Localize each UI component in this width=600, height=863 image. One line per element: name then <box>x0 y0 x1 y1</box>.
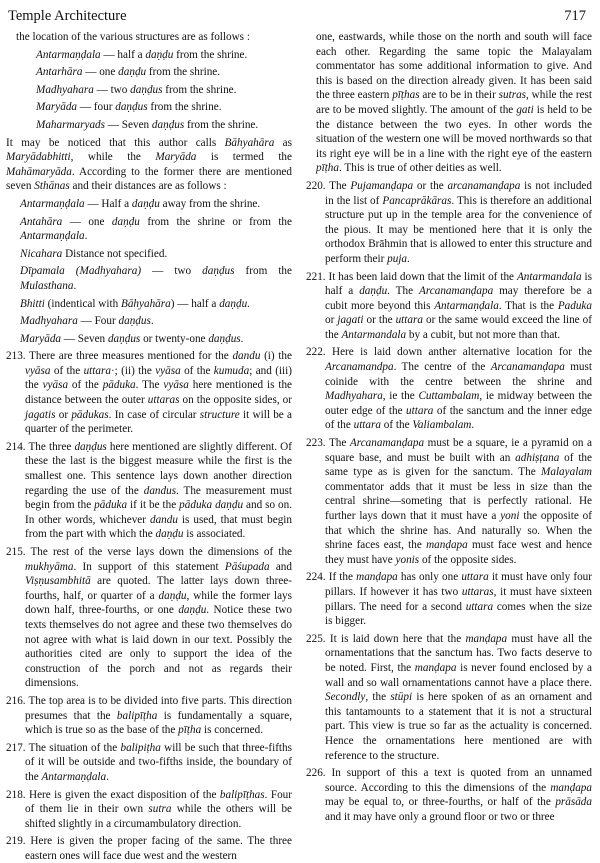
left-column-paragraph: 213. There are three measures mentioned for the dandu (i) the vyāsa of the uttara·; (ii) the vyāsa of the kumuda; and (iii) the vyāsa of the pāduka. The vyāsa here mentioned is the distance between the outer uttaras on the opposite sides, or jagatis or pādukas. In case of circular structure it will be a quarter of the perimeter. <box>6 350 293 436</box>
left-column-paragraph: 217. The situation of the balipiṭha will be such that three-fifths of it will be outside and two-fifths inside, the boundary of the Antarmaṇḍala. <box>6 741 292 783</box>
right-column <box>306 30 593 823</box>
left-column-paragraph: Bhitti (indentical with Bāhyahāra) — half a daṇḍu. <box>20 297 250 310</box>
right-column-paragraph: 225. It is laid down here that the manḍapa must have all the ornamentations that the sanctum has. Two facts deserve to be noted. First, the manḍapa is never found enclosed by a wall and so wall ornamentations cannot have a place there. Secondly, the stūpi is here spoken of as an ornament and this tantamounts to a statement that it is not a structural part. This view is true so far as the actuality is concerned. Hence the ornamentations here mentioned are with reference to the structure. <box>306 632 592 762</box>
left-column-paragraph: Antahāra — one daṇḍu from the shrine or from the Antarmaṇḍala. <box>20 215 292 243</box>
left-column-paragraph: 218. Here is given the exact disposition of the balipīṭhas. Four of them lie in their own sutra while the others will be shifted slightly in a circumambulatory direction. <box>6 788 293 830</box>
left-column-paragraph: Maryāda — four daṇḍus from the shrine. <box>36 101 222 114</box>
page-number: 717 <box>564 8 586 24</box>
right-column-paragraph: 226. In support of this a text is quoted from an unnamed source. According to this the dimensions of the manḍapa may be equal to, or three-fourths, or half of the prāsāda and it may have only a ground floor or two or three <box>306 767 592 823</box>
running-title: Temple Architecture <box>8 8 127 24</box>
left-column-paragraph: Antarmaṇḍala — Half a daṇḍu away from the shrine. <box>20 197 261 210</box>
right-column-paragraph: 221. It has been laid down that the limit of the Antarmandala is half a daṇḍu. The Arcanamanḍapa may therefore be a cubit more beyond this Antarmaṇḍala. That is the Paduka or jagati or the uttara or the same would exceed the line of the Antarmandala by a cubit, but not more than that. <box>306 270 592 341</box>
running-header <box>6 6 592 28</box>
left-column-paragraph: 216. The top area is to be divided into five parts. This direction presumes that the balipīṭha is fundamentally a square, which is true so as the base of the pīṭha is concerned. <box>6 694 292 737</box>
left-column-paragraph: Madhyahara — Four daṇḍus. <box>20 315 154 328</box>
left-column-paragraph: Antarmaṇḍala — half a daṇḍu from the shrine. <box>36 48 248 61</box>
right-column-paragraph: 223. The Arcanamanḍapa must be a square, ie a pyramid on a square base, and must be built with an adhiṣṭana of the same type as is given for the sanctum. The Malayalam commentator adds that it must be less in size than the central shrine—someting that is perfectly rational. He further lays down that it must have a yoni the opposite of that which the shrine has. And naturally so. When the shrine faces east, the manḍapa must face west and hence they must have yonis of the opposite sides. <box>306 437 593 566</box>
left-column-paragraph: Antarhāra — one daṇḍu from the shrine. <box>36 66 221 79</box>
right-column-paragraph: one, eastwards, while those on the north and south will face each other. Regarding the same topic the Malayalam commentator has some additional information to give. And this is based on the direction already given. It has been said the three eastern pīṭhas are to be in their sutras, while the rest are to be moved slightly. The amount of the gati is held to be the distance between the two eyes. In other words the situation of the western one will be moved northwards so that its right eye will be in a line with the right eye of the eastern pīṭha. This is true of other deities as well. <box>316 31 592 175</box>
left-column-paragraph: Maryāda — Seven daṇḍus or twenty-one daṇḍus. <box>20 332 244 345</box>
right-column-paragraph: 220. The Pujamanḍapa or the arcanamanḍapa is not included in the list of Pancaprākāras. This is therefore an additional structure put up in the temple area for the convenience of the pious. It may be mentioned here that it is only the orthodox Brāhmin that is allowed to enter this structure and perform their puja. <box>306 179 592 265</box>
left-column-paragraph: 215. The rest of the verse lays down the dimensions of the mukhyāma. In support of this statement Pāśupada and Viṣṇusambhitā are quoted. The latter lays down three-fourths, half, or quarter of a daṇḍu, while the former lays down half, three-fourths, or one daṇḍu. Notice these two texts themselves do not agree and these two themselves do not agree with what is laid down in our text. Possibly the authorities cited are only to support the idea of the construction of the porch and not as regards their dimensions. <box>6 546 293 690</box>
left-column-paragraph: It may be noticed that this author calls Bāhyahāra as Maryādabhitti, while the Maryāda is termed the Mahāmaryāda. According to the former there are mentioned seven Sthānas and their distances are as follows : <box>6 136 292 193</box>
left-column-paragraph: Maharmaryads — Seven daṇḍus from the shrine. <box>36 118 259 131</box>
left-column-paragraph: the location of the various structures are as follows : <box>16 31 250 43</box>
two-column-body <box>6 30 593 862</box>
left-column-paragraph: Dīpamala (Madhyahara) — two daṇḍus from the Mulasthana. <box>20 265 292 292</box>
left-column <box>6 30 293 862</box>
left-column-paragraph: 214. The three daṇḍus here mentioned are slightly different. Of these the last is the biggest measure while the first is the smallest one. This sentence lays down another direction regarding the use of the dandus. The measurement must begin from the pāduka if it be the pāduka daṇḍu and so on. In other words, whichever dandu is used, that must begin from the part with which the daṇḍu is associated. <box>6 440 293 541</box>
right-column-paragraph: 222. Here is laid down anther alternative location for the Arcanamandpa. The centre of the Arcanamanḍapa must coinide with the centre between the shrine and Madhyahara, ie the Cuttambalam, ie midway between the outer edge of the uttara of the sanctum and the inner edge of the uttara of the Valiambalam. <box>306 346 593 432</box>
left-column-paragraph: 219. Here is given the proper facing of the same. The three eastern ones will face due west and the western <box>6 835 292 862</box>
right-column-paragraph: 224. If the manḍapa has only one uttara it must have only four pillars. If however it has two uttaras, it must have sixteen pillars. The need for a second uttara comes when the size is bigger. <box>306 571 592 628</box>
left-column-paragraph: Nicahara Distance not specified. <box>20 247 168 260</box>
left-column-paragraph: Madhyahara — two daṇḍus from the shrine. <box>36 83 237 96</box>
